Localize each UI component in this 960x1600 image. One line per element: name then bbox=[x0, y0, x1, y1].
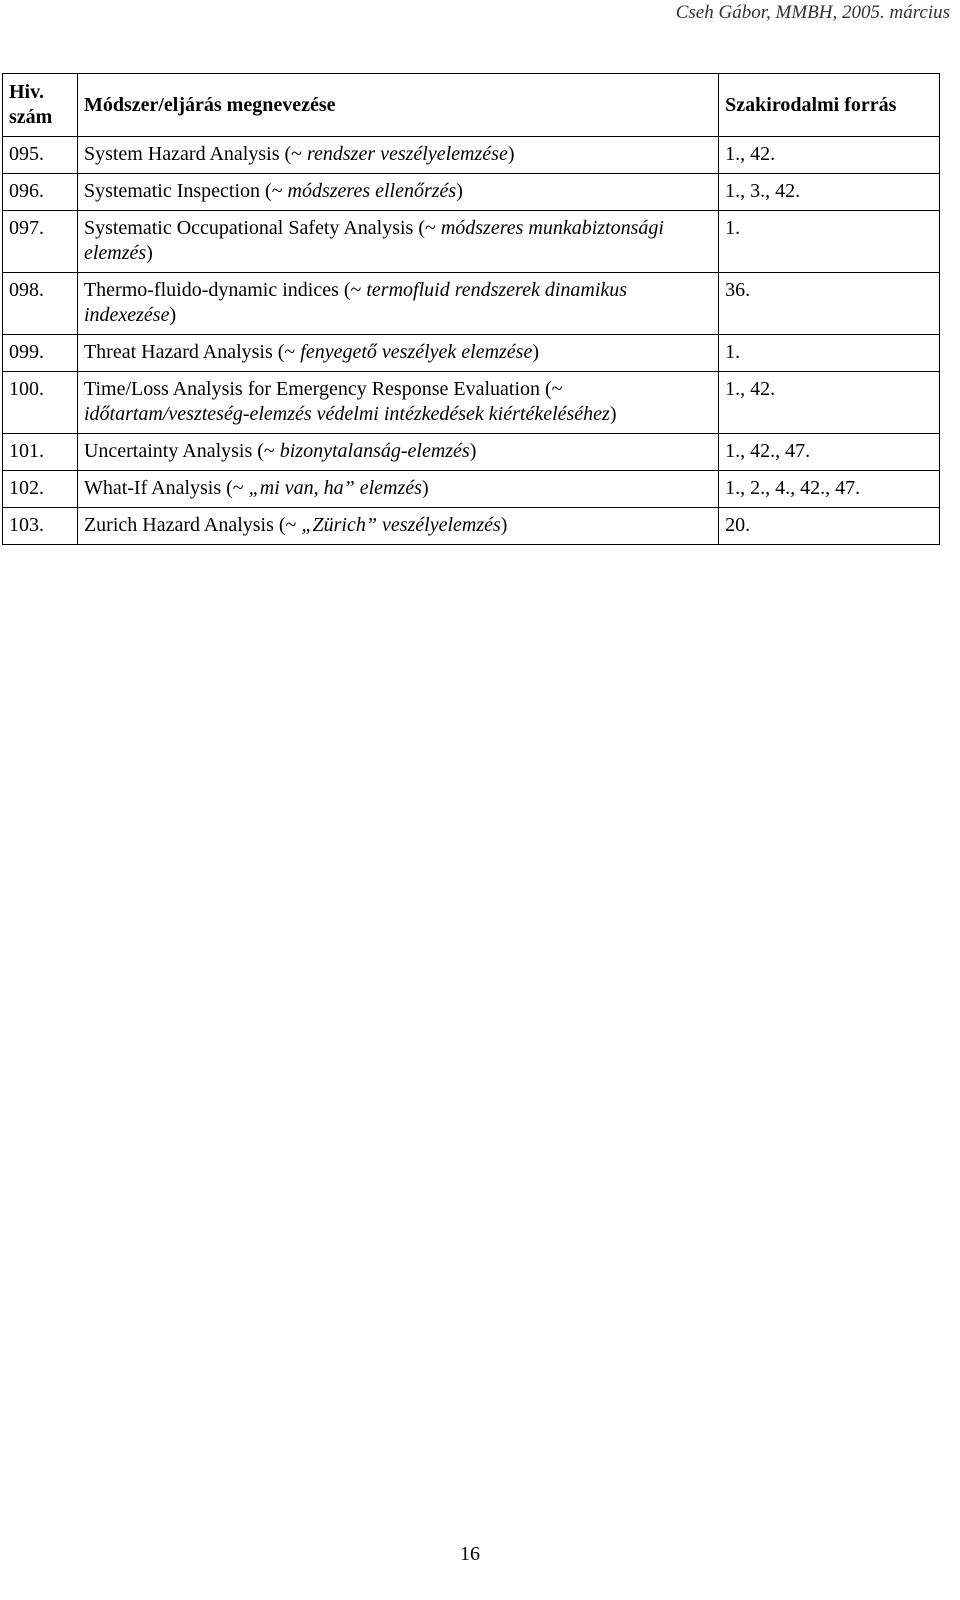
row-number: 099. bbox=[3, 335, 78, 372]
row-number: 095. bbox=[3, 137, 78, 174]
method-name-close-paren: ) bbox=[169, 304, 177, 326]
row-number: 102. bbox=[3, 471, 78, 508]
row-number: 096. bbox=[3, 174, 78, 211]
method-name-english: Systematic Occupational Safety Analysis (~ bbox=[83, 217, 441, 239]
row-method-name bbox=[77, 372, 718, 434]
method-name-hungarian: fenyegető veszélyek elemzése bbox=[300, 341, 533, 363]
header-number: Hiv. szám bbox=[3, 74, 78, 137]
row-reference: 1. bbox=[719, 335, 940, 372]
row-method-name bbox=[77, 137, 718, 174]
document-header-note: Cseh Gábor, MMBH, 2005. március bbox=[675, 2, 950, 23]
method-name-hungarian: időtartam/veszteség-elemzés védelmi intézkedések kiértékeléséhez bbox=[83, 403, 610, 425]
table-row bbox=[3, 174, 940, 211]
method-name-close-paren: ) bbox=[507, 143, 515, 165]
table-body bbox=[3, 137, 940, 545]
table-row bbox=[3, 137, 940, 174]
row-number: 097. bbox=[3, 211, 78, 273]
method-name-english: Threat Hazard Analysis (~ bbox=[83, 341, 301, 363]
row-number: 101. bbox=[3, 434, 78, 471]
table-row bbox=[3, 434, 940, 471]
method-name-english: What-If Analysis (~ bbox=[83, 477, 249, 499]
method-name-hungarian: bizonytalanság-elemzés bbox=[279, 440, 470, 462]
method-name-hungarian: rendszer veszélyelemzése bbox=[306, 143, 508, 165]
row-reference: 1., 42. bbox=[719, 372, 940, 434]
table-row bbox=[3, 471, 940, 508]
header-reference: Szakirodalmi forrás bbox=[719, 74, 940, 137]
row-reference: 1., 3., 42. bbox=[719, 174, 940, 211]
row-method-name bbox=[77, 508, 718, 545]
table-row bbox=[3, 508, 940, 545]
page-number: 16 bbox=[460, 1543, 480, 1565]
row-reference: 1., 2., 4., 42., 47. bbox=[719, 471, 940, 508]
row-reference: 1. bbox=[719, 211, 940, 273]
row-reference: 20. bbox=[719, 508, 940, 545]
row-method-name bbox=[77, 335, 718, 372]
row-method-name bbox=[77, 211, 718, 273]
method-name-close-paren: ) bbox=[456, 180, 463, 202]
method-name-hungarian: módszeres munkabiztonsági elemzés bbox=[83, 217, 664, 264]
table-row bbox=[3, 335, 940, 372]
method-name-english: Time/Loss Analysis for Emergency Response Evaluation (~ bbox=[83, 378, 563, 400]
table-header-row bbox=[3, 74, 940, 137]
row-method-name bbox=[77, 471, 718, 508]
row-number: 098. bbox=[3, 273, 78, 335]
method-name-hungarian: módszeres ellenőrzés bbox=[287, 180, 457, 202]
method-name-hungarian: „mi van, ha” elemzés bbox=[248, 477, 422, 499]
method-name-close-paren: ) bbox=[609, 403, 617, 425]
row-number: 103. bbox=[3, 508, 78, 545]
methods-table bbox=[2, 73, 940, 545]
method-name-english: Zurich Hazard Analysis (~ bbox=[83, 514, 302, 536]
method-name-hungarian: termofluid rendszerek dinamikus indexezése bbox=[83, 279, 628, 326]
method-name-close-paren: ) bbox=[532, 341, 540, 363]
row-method-name bbox=[77, 434, 718, 471]
table-row bbox=[3, 211, 940, 273]
table-row bbox=[3, 372, 940, 434]
row-reference: 1., 42. bbox=[719, 137, 940, 174]
row-reference: 36. bbox=[719, 273, 940, 335]
row-method-name bbox=[77, 174, 718, 211]
method-name-english: Systematic Inspection (~ bbox=[83, 180, 288, 202]
method-name-hungarian: „Zürich” veszélyelemzés bbox=[301, 514, 501, 536]
table-row bbox=[3, 273, 940, 335]
method-name-close-paren: ) bbox=[469, 440, 477, 462]
row-number: 100. bbox=[3, 372, 78, 434]
row-method-name bbox=[77, 273, 718, 335]
method-name-english: Thermo-fluido-dynamic indices (~ bbox=[83, 279, 367, 301]
method-name-close-paren: ) bbox=[146, 242, 153, 264]
header-method-name: Módszer/eljárás megnevezése bbox=[77, 74, 718, 137]
method-name-english: System Hazard Analysis (~ bbox=[83, 143, 307, 165]
method-name-close-paren: ) bbox=[421, 477, 429, 499]
row-reference: 1., 42., 47. bbox=[719, 434, 940, 471]
table-header bbox=[3, 74, 940, 137]
method-name-english: Uncertainty Analysis (~ bbox=[83, 440, 280, 462]
method-name-close-paren: ) bbox=[500, 514, 508, 536]
